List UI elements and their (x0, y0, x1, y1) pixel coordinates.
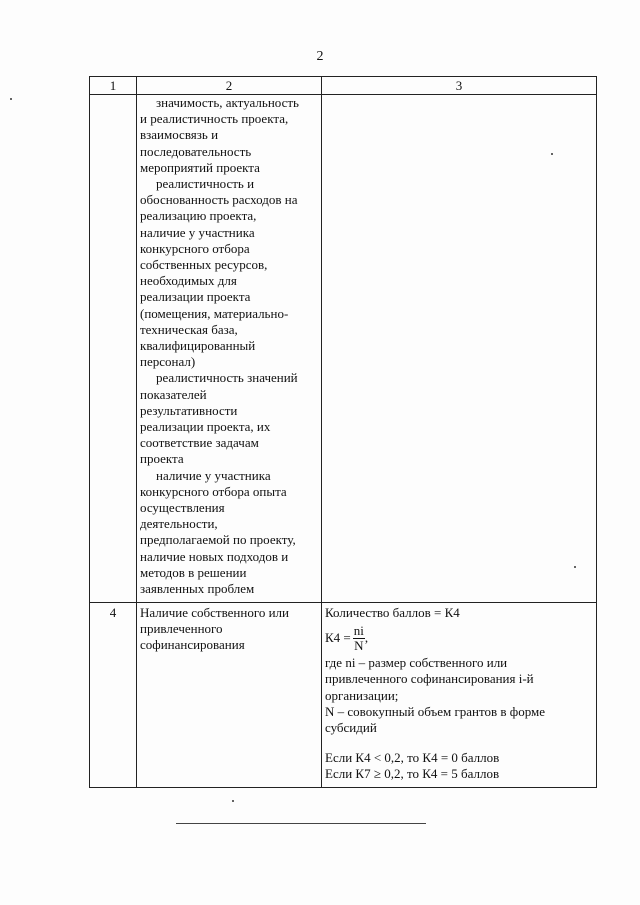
where-line: привлеченного софинансирования i-й (325, 671, 534, 687)
table-row-continued (90, 95, 597, 603)
formula-numerator: ni (353, 622, 364, 638)
condition-line: Если К4 < 0,2, то К4 = 0 баллов (325, 750, 500, 766)
criteria-line: соответствие задачам (140, 435, 259, 451)
criteria-line: результативности (140, 402, 238, 418)
criteria-line: (помещения, материально- (140, 305, 289, 321)
scan-speck (232, 800, 234, 802)
criteria-line: заявленных проблем (140, 581, 255, 597)
criteria-line: привлеченного (140, 621, 223, 637)
criteria-line: показателей (140, 386, 207, 402)
criteria-line: обоснованность расходов на (140, 192, 298, 208)
criteria-table (89, 76, 597, 788)
criteria-line: мероприятий проекта (140, 159, 260, 175)
criteria-line: взаимосвязь и (140, 127, 219, 143)
criteria-line: деятельности, (140, 516, 218, 532)
criteria-line: софинансирования (140, 637, 245, 653)
criteria-line: наличие у участника (140, 224, 255, 240)
formula-fraction (353, 624, 365, 653)
criteria-line: значимость, актуальность (156, 95, 299, 110)
formula-denominator: N (354, 637, 364, 653)
scan-speck (10, 98, 12, 100)
formula-tail: , (364, 630, 369, 646)
criteria-line: предполагаемой по проекту, (140, 532, 296, 548)
criteria-line: необходимых для (140, 273, 237, 289)
criteria-line: конкурсного отбора опыта (140, 483, 287, 499)
criteria-line: реализации проекта (140, 289, 251, 305)
criteria-line: Наличие собственного или (140, 605, 289, 620)
criteria-line: наличие у участника (156, 467, 271, 483)
criteria-line: проекта (140, 451, 184, 467)
criteria-line: наличие новых подходов и (140, 548, 289, 564)
formula-lhs: К4 = (325, 630, 351, 646)
page-number: 2 (316, 49, 324, 64)
criteria-line: реалистичность и (156, 176, 255, 192)
column-header-2: 2 (137, 77, 322, 95)
criteria-line: реализации проекта, их (140, 419, 271, 435)
criteria-line: персонал) (140, 354, 196, 370)
column-header-3: 3 (322, 77, 597, 95)
where-line: субсидий (325, 720, 377, 736)
formula (325, 621, 593, 655)
row-number-cell (90, 95, 137, 603)
table-row-4 (90, 603, 597, 788)
criteria-line: реалистичность значений (156, 370, 298, 386)
spacer (325, 736, 593, 750)
score-line: Количество баллов = К4 (325, 605, 460, 620)
criteria-cell (137, 603, 322, 788)
criteria-line: квалифицированный (140, 338, 256, 354)
criteria-line: техническая база, (140, 321, 238, 337)
method-cell (322, 95, 597, 603)
where-line: N – совокупный объем грантов в форме (325, 703, 546, 719)
column-header-1: 1 (90, 77, 137, 95)
criteria-line: и реалистичность проекта, (140, 111, 289, 127)
criteria-line: конкурсного отбора (140, 240, 250, 256)
criteria-line: собственных ресурсов, (140, 257, 268, 273)
condition-line: Если К7 ≥ 0,2, то К4 = 5 баллов (325, 766, 500, 782)
row-number-cell: 4 (90, 603, 137, 788)
signature-line (176, 823, 426, 824)
scan-speck (551, 153, 553, 155)
criteria-line: реализацию проекта, (140, 208, 257, 224)
method-cell (322, 603, 597, 788)
criteria-line: последовательность (140, 143, 252, 159)
criteria-cell (137, 95, 322, 603)
scan-speck (574, 566, 576, 568)
where-line: организации; (325, 687, 399, 703)
table-header-row (90, 77, 597, 95)
where-line: где ni – размер собственного или (325, 655, 508, 671)
criteria-line: методов в решении (140, 564, 247, 580)
criteria-line: осуществления (140, 500, 225, 516)
